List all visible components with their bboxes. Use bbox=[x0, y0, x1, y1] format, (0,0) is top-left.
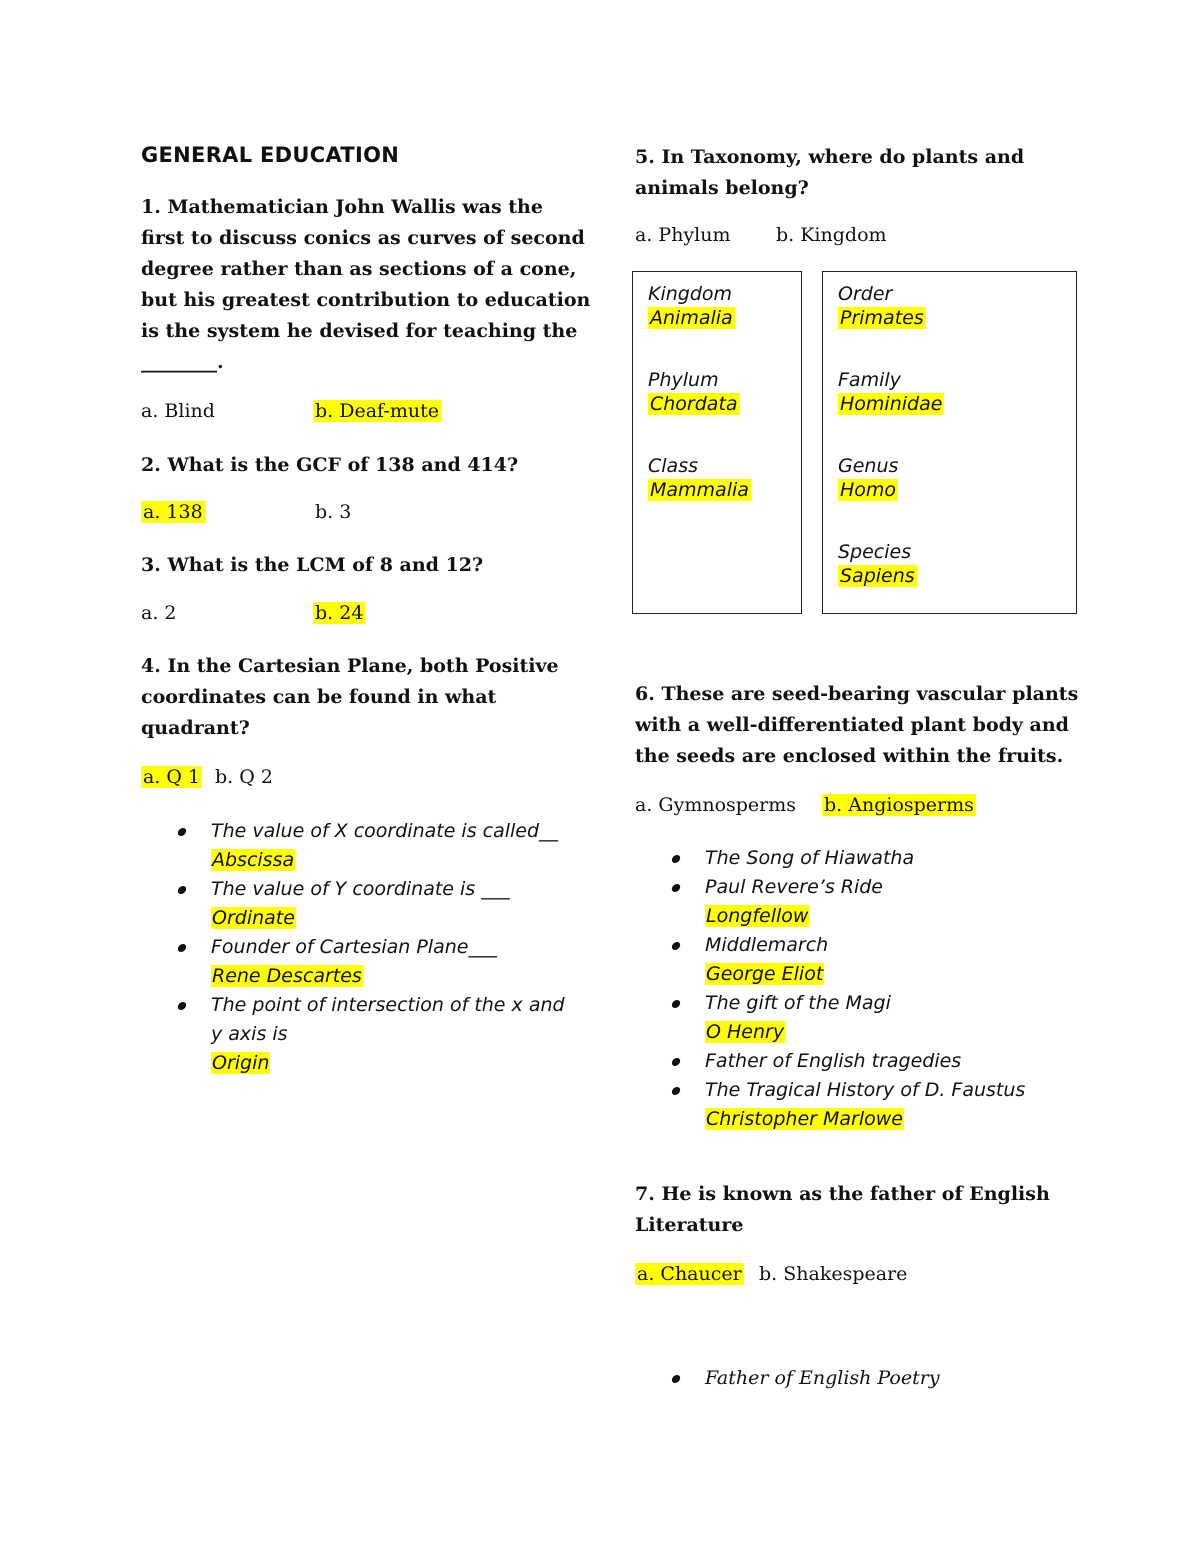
question-5-line: animals belong? bbox=[635, 177, 809, 199]
answer-highlight: Rene Descartes bbox=[212, 965, 362, 987]
question-7 bbox=[635, 1179, 1050, 1241]
answer-highlight: Abscissa bbox=[212, 849, 295, 871]
list-item: The value of X coordinate is called__ Abscissa bbox=[211, 817, 565, 875]
last-bullet-list bbox=[705, 1364, 940, 1393]
question-6 bbox=[635, 679, 1078, 772]
q3-option-b bbox=[313, 602, 365, 624]
question-1 bbox=[141, 192, 590, 378]
list-item: Father of English tragedies bbox=[705, 1047, 1025, 1076]
bullet-icon bbox=[177, 1002, 187, 1010]
question-2: 2. What is the GCF of 138 and 414? bbox=[141, 454, 519, 476]
taxonomy-entry: Species Sapiens bbox=[838, 541, 915, 587]
bullet-icon bbox=[177, 828, 187, 836]
q6-answer-highlight: b. Angiosperms bbox=[824, 794, 974, 816]
q4-option-a bbox=[141, 766, 202, 788]
question-5 bbox=[635, 142, 1024, 204]
bullet-icon bbox=[177, 886, 187, 894]
list-item: Middlemarch George Eliot bbox=[705, 931, 1025, 989]
bullet-icon bbox=[671, 942, 681, 950]
taxonomy-entry: Phylum Chordata bbox=[648, 369, 738, 415]
taxonomy-entry: Family Hominidae bbox=[838, 369, 943, 415]
question-4-line: coordinates can be found in what bbox=[141, 686, 497, 708]
question-4 bbox=[141, 651, 559, 744]
list-item: The value of Y coordinate is ___ Ordinate bbox=[211, 875, 565, 933]
bullet-icon bbox=[671, 855, 681, 863]
taxonomy-box-left bbox=[632, 271, 802, 614]
question-3: 3. What is the LCM of 8 and 12? bbox=[141, 554, 484, 576]
taxonomy-entry: Class Mammalia bbox=[648, 455, 749, 501]
left-bullet-list bbox=[211, 817, 565, 1078]
taxonomy-value-highlight: Homo bbox=[840, 479, 897, 501]
q2-answer-highlight: a. 138 bbox=[143, 501, 203, 523]
page-title: GENERAL EDUCATION bbox=[141, 143, 400, 167]
list-item: The Song of Hiawatha bbox=[705, 844, 1025, 873]
q4-option-b: b. Q 2 bbox=[215, 766, 273, 788]
list-item: Founder of Cartesian Plane___ Rene Descartes bbox=[211, 933, 565, 991]
q1-answer-highlight: b. Deaf-mute bbox=[315, 400, 439, 422]
question-7-line: 7. He is known as the father of English bbox=[635, 1183, 1050, 1205]
taxonomy-box-right bbox=[822, 271, 1077, 614]
list-item: The Tragical History of D. Faustus Christopher Marlowe bbox=[705, 1076, 1025, 1134]
taxonomy-entry: Kingdom Animalia bbox=[648, 283, 733, 329]
question-1-line: is the system he devised for teaching the bbox=[141, 320, 578, 342]
bullet-icon bbox=[671, 1058, 681, 1066]
taxonomy-value-highlight: Hominidae bbox=[840, 393, 943, 415]
question-6-line: 6. These are seed-bearing vascular plants bbox=[635, 683, 1079, 705]
q2-option-b: b. 3 bbox=[315, 501, 352, 523]
answer-highlight: George Eliot bbox=[706, 963, 824, 985]
bullet-icon bbox=[177, 944, 187, 952]
question-6-line: with a well-differentiated plant body and bbox=[635, 714, 1069, 736]
question-1-line: first to discuss conics as curves of second bbox=[141, 227, 585, 249]
right-bullet-list bbox=[705, 844, 1025, 1134]
bullet-icon bbox=[671, 1000, 681, 1008]
q6-option-b bbox=[822, 794, 976, 816]
q1-option-a: a. Blind bbox=[141, 400, 215, 422]
q3-answer-highlight: b. 24 bbox=[315, 602, 364, 624]
question-5-line: 5. In Taxonomy, where do plants and bbox=[635, 146, 1025, 168]
bullet-icon bbox=[671, 884, 681, 892]
question-4-line: 4. In the Cartesian Plane, both Positive bbox=[141, 655, 559, 677]
question-1-line: ________. bbox=[141, 351, 224, 373]
q7-answer-highlight: a. Chaucer bbox=[637, 1263, 742, 1285]
q6-option-a: a. Gymnosperms bbox=[635, 794, 797, 816]
answer-highlight: Origin bbox=[212, 1052, 270, 1074]
answer-highlight: Christopher Marlowe bbox=[706, 1108, 903, 1130]
q7-option-b: b. Shakespeare bbox=[759, 1263, 908, 1285]
q1-option-b bbox=[313, 400, 441, 422]
list-item: Father of English Poetry bbox=[705, 1364, 940, 1393]
answer-highlight: Longfellow bbox=[706, 905, 809, 927]
q7-option-a bbox=[635, 1263, 744, 1285]
taxonomy-value-highlight: Primates bbox=[840, 307, 924, 329]
question-1-line: degree rather than as sections of a cone, bbox=[141, 258, 577, 280]
q4-answer-highlight: a. Q 1 bbox=[143, 766, 201, 788]
question-1-line: 1. Mathematician John Wallis was the bbox=[141, 196, 543, 218]
bullet-icon bbox=[671, 1375, 681, 1383]
taxonomy-entry: Order Primates bbox=[838, 283, 924, 329]
question-7-line: Literature bbox=[635, 1214, 744, 1236]
q3-option-a: a. 2 bbox=[141, 602, 177, 624]
q2-option-a bbox=[141, 501, 205, 523]
taxonomy-value-highlight: Sapiens bbox=[840, 565, 915, 587]
question-6-line: the seeds are enclosed within the fruits. bbox=[635, 745, 1064, 767]
taxonomy-value-highlight: Animalia bbox=[650, 307, 733, 329]
question-4-line: quadrant? bbox=[141, 717, 250, 739]
list-item: Paul Revere’s Ride Longfellow bbox=[705, 873, 1025, 931]
answer-highlight: O Henry bbox=[706, 1021, 785, 1043]
taxonomy-entry: Genus Homo bbox=[838, 455, 899, 501]
bullet-icon bbox=[671, 1087, 681, 1095]
list-item: The gift of the Magi O Henry bbox=[705, 989, 1025, 1047]
q5-option-a: a. Phylum bbox=[635, 224, 731, 246]
taxonomy-value-highlight: Chordata bbox=[650, 393, 738, 415]
answer-highlight: Ordinate bbox=[212, 907, 295, 929]
q5-option-b: b. Kingdom bbox=[776, 224, 887, 246]
taxonomy-value-highlight: Mammalia bbox=[650, 479, 749, 501]
question-1-line: but his greatest contribution to education bbox=[141, 289, 591, 311]
list-item: The point of intersection of the x and y axis is Origin bbox=[211, 991, 565, 1078]
